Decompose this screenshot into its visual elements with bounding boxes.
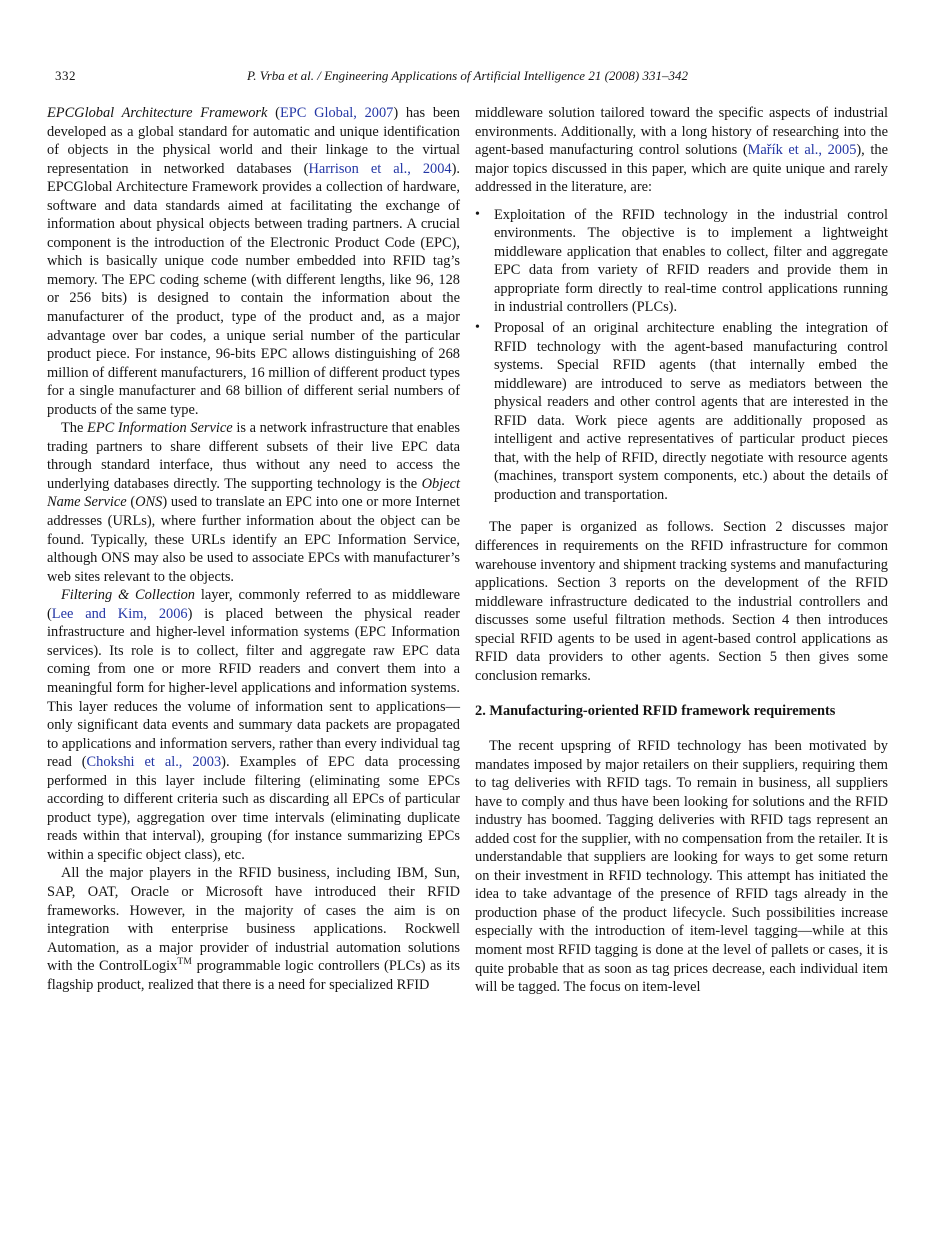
citation-link[interactable]: Lee and Kim, 2006 [51, 605, 188, 622]
citation-link[interactable]: Harrison et al., 2004 [308, 160, 452, 177]
paragraph [475, 104, 888, 197]
emphasized-text: Object Name Service [47, 475, 460, 511]
two-column-body [47, 104, 888, 997]
emphasized-text: ONS [135, 494, 163, 511]
citation-link[interactable]: Chokshi et al., 2003 [86, 754, 222, 771]
citation-link[interactable]: EPC Global, 2007 [279, 105, 394, 121]
body-text: middleware solution tailored toward the specific aspects of industrial environments. Additionally, with a long history of researching into the agent-based manufacturing control solutions ( [475, 105, 888, 159]
body-text: ), the major topics discussed in this paper, which are quite unique and rarely addressed in the literature, are: [475, 142, 888, 196]
body-text: ) is placed between the physical reader infrastructure and higher-level information systems (EPC Information services). Its role is to collect, filter and aggregate raw EPC data coming from one or more RFID readers and convert them into a meaningful form for higher-level applications and information systems. This layer reduces the volume of information sent to applications—only significant data events and summary data packets are propagated to applications and information servers, rather than every individual tag read ( [47, 605, 460, 771]
emphasized-text: EPCGlobal Architecture Framework [47, 105, 268, 121]
bullet-item [475, 319, 888, 504]
paragraph [47, 586, 460, 864]
bullet-text [494, 319, 888, 504]
body-text: The [61, 420, 88, 437]
body-text: is a network infrastructure that enables trading partners to share different subsets of their live EPC data through standard interface, thus without any need to access the underlying databases directly. The supporting technology is the [47, 420, 460, 492]
body-text: Proposal of an original architecture enabling the integration of RFID technology with the agent-based manufacturing control systems. Special RFID agents (that internally embed the middleware) are introduced to serve as mediators between the physical readers and other control agents that are interested in the RFID data. Work piece agents are additionally proposed as intelligent and active representatives of particular product pieces that, with the help of RFID, directly negotiate with resource agents (machines, transport system components, etc.) about the details of production and transportation. [494, 320, 888, 503]
emphasized-text: Filtering & Collection [61, 587, 195, 604]
body-text: ) used to translate an EPC into one or more Internet addresses (URLs), where further information about the object can be found. Typically, these URLs identify an EPC Information Service, although ONS may also be used to associate EPCs with manufacturer’s web sites relevant to the objects. [47, 494, 461, 585]
emphasized-text: EPC Information Service [87, 420, 233, 437]
body-text: The recent upspring of RFID technology has been motivated by mandates imposed by major retailers on their suppliers, requiring them to tag deliveries with RFID tags. To remain in business, all suppliers have to comply and thus have been looking for solutions and the RFID industry has boomed. Tagging deliveries with RFID tags represent an added cost for the supplier, with no compensation from the retailer. It is understandable that suppliers are looking for ways to get some return on their investment in RFID technology. This attempt has initiated the idea to take advantage of the presence of RFID tags already in the production phase of the product lifecycle. Such possibilities increase especially with the introduction of item-level tagging—while at this moment most RFID tagging is done at the level of pallets or cases, it is quite probable that as soon as tag prices decrease, each individual item will be tagged. The focus on item-level [475, 737, 888, 996]
citation-link[interactable]: Mařík et al., 2005 [747, 142, 857, 159]
paragraph [475, 737, 888, 997]
body-text: Exploitation of the RFID technology in the industrial control environments. The objective is to implement a lightweight middleware application that enables to collect, filter and aggregate EPC data from variety of RFID readers and provide them in appropriate form directly to real-time control applications running in industrial controllers (PLCs). [494, 206, 888, 316]
paragraph [47, 419, 460, 586]
section-heading: 2. Manufacturing-oriented RFID framework requirements [475, 703, 836, 720]
bullet-item [475, 206, 888, 317]
trademark-superscript: TM [177, 957, 193, 968]
body-text: The paper is organized as follows. Section 2 discusses major differences in requirements on the RFID infrastructure for common warehouse inventory and shipment tracking systems and manufacturing applications. Section 3 reports on the development of the RFID middleware infrastructure dedicated to the industrial controllers and discusses some useful filtration methods. Section 4 then introduces special RFID agents to be used in agent-based control applications as RFID data providers to other agents. Section 5 then gives some conclusion remarks. [475, 519, 888, 684]
left-column [47, 104, 460, 997]
bullet-icon: • [475, 206, 480, 222]
body-text: layer, commonly referred to as middleware ( [47, 587, 460, 622]
paragraph [475, 518, 888, 685]
body-text: ). EPCGlobal Architecture Framework provides a collection of hardware, software and data standards aimed at facilitating the exchange of information about physical objects between trading partners. A crucial component is the introduction of the Electronic Product Code (EPC), which is basically unique code number embedded into RFID tag’s memory. The EPC coding scheme (with different lengths, like 96, 128 or 256 bits) is designed to contain the information about the manufacturer of the product, type of the product and, as a major advantage over bar codes, a unique serial number of the particular product piece. For instance, 96-bits EPC allows distinguishing of 268 million of different manufacturers, 16 million of different product types for a single manufacturer and 68 billion of different serial numbers of products of the same type. [47, 160, 460, 418]
bullet-list [475, 206, 888, 505]
running-title: P. Vrba et al. / Engineering Applications of Artificial Intelligence 21 (2008) 331–342 [247, 68, 688, 83]
bullet-text [494, 206, 888, 317]
body-text: ( [267, 105, 280, 121]
paragraph [47, 864, 460, 994]
body-text: All the major players in the RFID business, including IBM, Sun, SAP, OAT, Oracle or Microsoft have introduced their RFID frameworks. However, in the majority of cases the aim is on integration with enterprise business applications. Rockwell Automation, as a major provider of industrial automation solutions with the ControlLogix [47, 865, 460, 975]
page-header [47, 68, 888, 88]
body-text: ) has been developed as a global standard for automatic and unique identification of objects in the physical world and their linkage to the virtual representation in networked databases ( [47, 105, 461, 177]
body-text: ). Examples of EPC data processing performed in this layer include filtering (eliminating some EPCs according to different criteria such as discarding all EPCs of particular product type), aggregation over time intervals (eliminating duplicate reads within that interval), grouping (for instance summarizing EPCs within a specific object class), etc. [47, 754, 460, 863]
body-text: ( [126, 494, 136, 511]
right-column [475, 104, 888, 997]
paragraph [47, 104, 460, 419]
bullet-icon: • [475, 320, 480, 336]
body-text: programmable logic controllers (PLCs) as its flagship product, realized that there is a need for specialized RFID [47, 958, 460, 993]
page-number: 332 [55, 68, 76, 83]
